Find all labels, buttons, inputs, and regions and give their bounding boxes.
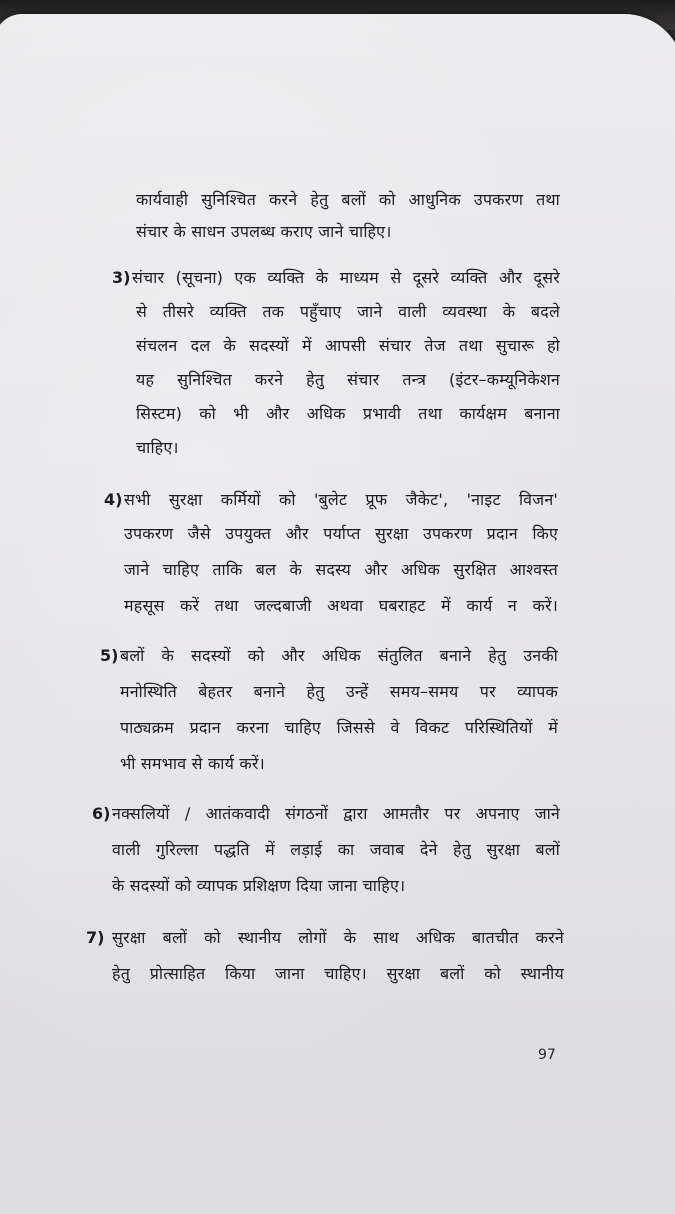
point-4-line-3: जाने चाहिए ताकि बल के सदस्य और अधिक सुरक्षित आश्वस्त bbox=[124, 560, 558, 579]
point-7-line-1: सुरक्षा बलों को स्थानीय लोगों के साथ अधिक बातचीत करने bbox=[112, 928, 564, 947]
intro-line-2: संचार के साधन उपलब्ध कराए जाने चाहिए। bbox=[136, 222, 392, 241]
point-4-line-2: उपकरण जैसे उपयुक्त और पर्याप्त सुरक्षा उपकरण प्रदान किए bbox=[124, 524, 558, 543]
point-4-line-1: सभी सुरक्षा कर्मियों को 'बुलेट प्रूफ जैकेट', 'नाइट विजन' bbox=[124, 490, 558, 509]
point-5-line-2: मनोस्थिति बेहतर बनाने हेतु उन्हें समय–समय पर व्यापक bbox=[120, 682, 558, 701]
point-3-number: 3) bbox=[112, 268, 131, 287]
point-6-line-3: के सदस्यों को व्यापक प्रशिक्षण दिया जाना चाहिए। bbox=[112, 876, 406, 895]
point-3-line-3: संचलन दल के सदस्यों में आपसी संचार तेज तथा सुचारू हो bbox=[136, 336, 560, 355]
point-5-line-1: बलों के सदस्यों को और अधिक संतुलित बनाने हेतु उनकी bbox=[120, 646, 558, 665]
document-page bbox=[0, 14, 675, 1214]
point-7-number: 7) bbox=[86, 928, 105, 947]
point-3-line-4: यह सुनिश्चित करने हेतु संचार तन्त्र (इंटर–कम्यूनिकेशन bbox=[136, 370, 560, 389]
point-7-line-2: हेतु प्रोत्साहित किया जाना चाहिए। सुरक्षा बलों को स्थानीय bbox=[112, 964, 564, 983]
point-3-line-2: से तीसरे व्यक्ति तक पहुँचाए जाने वाली व्यवस्था के बदले bbox=[136, 302, 560, 321]
point-3-line-6: चाहिए। bbox=[136, 438, 179, 457]
point-6-line-2: वाली गुरिल्ला पद्धति में लड़ाई का जवाब देने हेतु सुरक्षा बलों bbox=[112, 840, 560, 859]
point-4-line-4: महसूस करें तथा जल्दबाजी अथवा घबराहट में कार्य न करें। bbox=[124, 596, 558, 615]
point-5-number: 5) bbox=[100, 646, 119, 665]
point-5-line-4: भी समभाव से कार्य करें। bbox=[120, 754, 265, 773]
intro-line-1: कार्यवाही सुनिश्चित करने हेतु बलों को आधुनिक उपकरण तथा bbox=[136, 190, 560, 209]
point-5-line-3: पाठ्यक्रम प्रदान करना चाहिए जिससे वे विकट परिस्थितियों में bbox=[120, 718, 558, 737]
point-4-number: 4) bbox=[104, 490, 123, 509]
point-6-line-1: नक्सलियों / आतंकवादी संगठनों द्वारा आमतौर पर अपनाए जाने bbox=[112, 804, 560, 823]
point-3-line-1: संचार (सूचना) एक व्यक्ति के माध्यम से दूसरे व्यक्ति और दूसरे bbox=[132, 268, 560, 287]
point-6-number: 6) bbox=[92, 804, 111, 823]
page-number: 97 bbox=[538, 1047, 556, 1063]
point-3-line-5: सिस्टम) को भी और अधिक प्रभावी तथा कार्यक्षम बनाना bbox=[136, 404, 560, 423]
